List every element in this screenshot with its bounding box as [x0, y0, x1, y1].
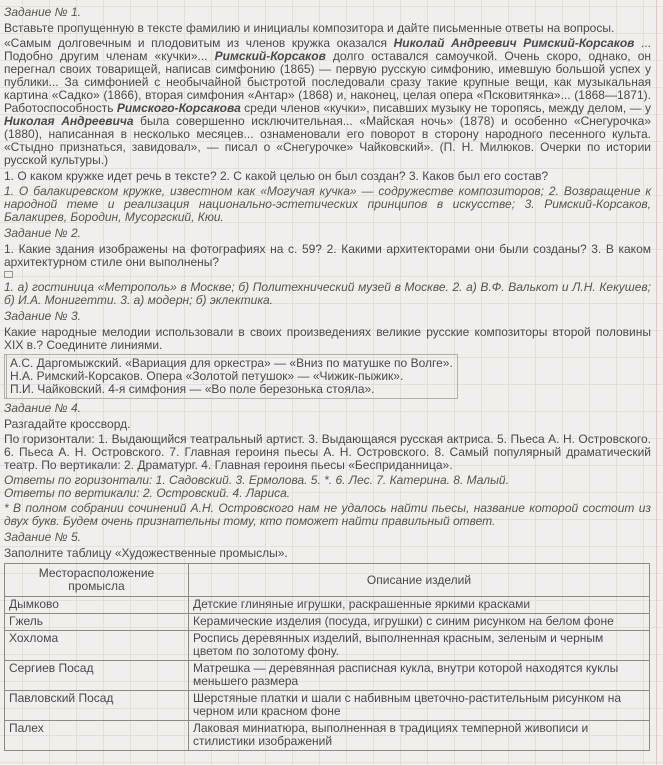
task1-quote: [4, 37, 651, 167]
cell-description: Керамические изделия (посуда, игрушки) с синим рисунком на белом фоне: [189, 614, 650, 631]
cell-location: Павловский Посад: [5, 691, 189, 721]
crossword-answers-vertical: Ответы по вертикали: 2. Островский. 4. Лариса.: [4, 486, 291, 500]
cell-description: Шерстяные платки и шали с набивным цветочно-растительным рисунком на черном или красном фоне: [189, 691, 650, 721]
task5-title: Задание № 5.: [4, 530, 81, 544]
cell-location: Дымково: [5, 597, 189, 614]
composer-name-bold: Римский-Корсаков: [214, 49, 326, 63]
match-item: А.С. Даргомыжский. «Вариация для оркестра» — «Вниз по матушке по Волге».: [10, 356, 453, 370]
cell-description: Лаковая миниатюра, выполненная в традициях темперной живописи и стилистики изображений: [189, 721, 650, 751]
task1-answer: 1. О балакиревском кружке, известном как «Могучая кучка» — содружестве композиторов; 2. Возвращение к народной теме и реализация национально-эстетических принципов в искусстве; 3. Римский-Корсаков, Балакирев, Бородин, Мусоргский, Кюи.: [4, 184, 651, 224]
composer-name-bold: Римского-Корсакова: [116, 101, 241, 115]
table-row: [5, 661, 650, 691]
table-row: [5, 597, 650, 614]
crafts-table: [4, 563, 650, 751]
crossword-answers-horizontal: Ответы по горизонтали: 1. Садовский. 3. Ермолова. 5. *. 6. Лес. 7. Катерина. 8. Малый.: [4, 473, 509, 487]
table-row: [5, 721, 650, 751]
table-header-location: Месторасположение промысла: [5, 564, 189, 597]
text-run: среди членов «кучки», писавших музыку не торопясь, между делом, — у: [240, 101, 651, 115]
match-item: П.И. Чайковский. 4-я симфония — «Во поле березонька стояла».: [10, 382, 375, 396]
cell-description: Матрешка — деревянная расписная кукла, внутри которой находятся куклы меньшего размера: [189, 661, 650, 691]
table-row: [5, 691, 650, 721]
text-run: была совершенно исключительная... «Майская ночь» (1878) и особенно «Снегурочка» (1880), написанная в несколько месяцев... ознаменовали его поворот в сторону народного песенного культа. «Стыдно признаться, завидовал», — писал о «Снегурочке» Чайковский». (П. Н. Милюков. Очерки по истории русской культуры.): [4, 114, 651, 167]
task5-intro: Заполните таблицу «Художественные промыслы».: [4, 546, 288, 560]
cell-location: Хохлома: [5, 631, 189, 661]
crossword-footnote: * В полном собрании сочинений А.Н. Островского нам не удалось найти пьесы, название которой состоит из двух букв. Будем очень признательны тому, кто поможет найти правильный ответ.: [4, 501, 651, 528]
crossword-clues: По горизонтали: 1. Выдающийся театральный артист. 3. Выдающаяся русская актриса. 5. Пьеса А. Н. Островского. 6. Пьеса А. Н. Островского. 7. Главная героиня пьесы А. Н. Островского. 8. Самый популярный драматический театр. По вертикали: 2. Драматург. 4. Главная героиня пьесы «Бесприданница».: [4, 432, 651, 472]
cell-description: Детские глиняные игрушки, раскрашенные яркими красками: [189, 597, 650, 614]
missing-image-icon: [4, 271, 13, 278]
cell-location: Палех: [5, 721, 189, 751]
text-run: ... Подобно другим членам «кучки»...: [4, 36, 652, 63]
task1-intro: Вставьте пропущенную в тексте фамилию и инициалы композитора и дайте письменные ответы на вопросы.: [4, 21, 615, 35]
task2-title: Задание № 2.: [4, 226, 81, 240]
cell-description: Роспись деревянных изделий, выполненная красным, зеленым и черным цветом по золотому фону.: [189, 631, 650, 661]
task1-title: Задание № 1.: [4, 5, 81, 19]
table-header-row: [5, 564, 650, 597]
crossword-answers: [4, 474, 651, 500]
match-item: Н.А. Римский-Корсаков. Опера «Золотой петушок» — «Чижик-пыжик».: [10, 369, 404, 383]
composer-name-bold: Николая Андреевича: [4, 114, 134, 128]
text-run: долго оставался самоучкой. Очень скоро, однако, он перегнал своих товарищей, написав симфонию (1865) — первую русскую симфонию, имевшую большой успех у публики... За симфонией с необычайной быстротой последовали сразу такие крупные вещи, как музыкальная картина «Садко» (1866), вторая симфония «Антар» (1868) и, наконец, целая опера «Псковитянка»... (1868—1871). Работоспособность: [4, 49, 651, 115]
table-header-description: Описание изделий: [189, 564, 650, 597]
task4-intro: Разгадайте кроссворд.: [4, 417, 131, 431]
cell-location: Сергиев Посад: [5, 661, 189, 691]
cell-location: Гжель: [5, 614, 189, 631]
task2-answer: 1. а) гостиница «Метрополь» в Москве; б) Политехнический музей в Москве. 2. а) В.Ф. Валькот и Л.Н. Кекушев; б) И.А. Монигетти. 3. а) модерн; б) эклектика.: [4, 280, 651, 307]
match-list-box: [4, 354, 458, 399]
task4-title: Задание № 4.: [4, 401, 81, 415]
text-run: «Самым долговечным и плодовитым из членов кружка оказался: [4, 36, 394, 50]
composer-name-bold: Николай Андреевич Римский-Корсаков: [393, 36, 635, 50]
task3-question: Какие народные мелодии использовали в своих произведениях великие русские композиторы второй половины XIX в.? Соедините линиями.: [4, 325, 651, 352]
table-row: [5, 631, 650, 661]
task1-questions: 1. О каком кружке идет речь в тексте? 2. С какой целью он был создан? 3. Каков был его состав?: [4, 169, 549, 183]
table-row: [5, 614, 650, 631]
task2-questions: 1. Какие здания изображены на фотографиях на с. 59? 2. Какими архитекторами они были созданы? 3. В каком архитектурном стиле они выполнены?: [4, 242, 651, 269]
task3-title: Задание № 3.: [4, 309, 81, 323]
